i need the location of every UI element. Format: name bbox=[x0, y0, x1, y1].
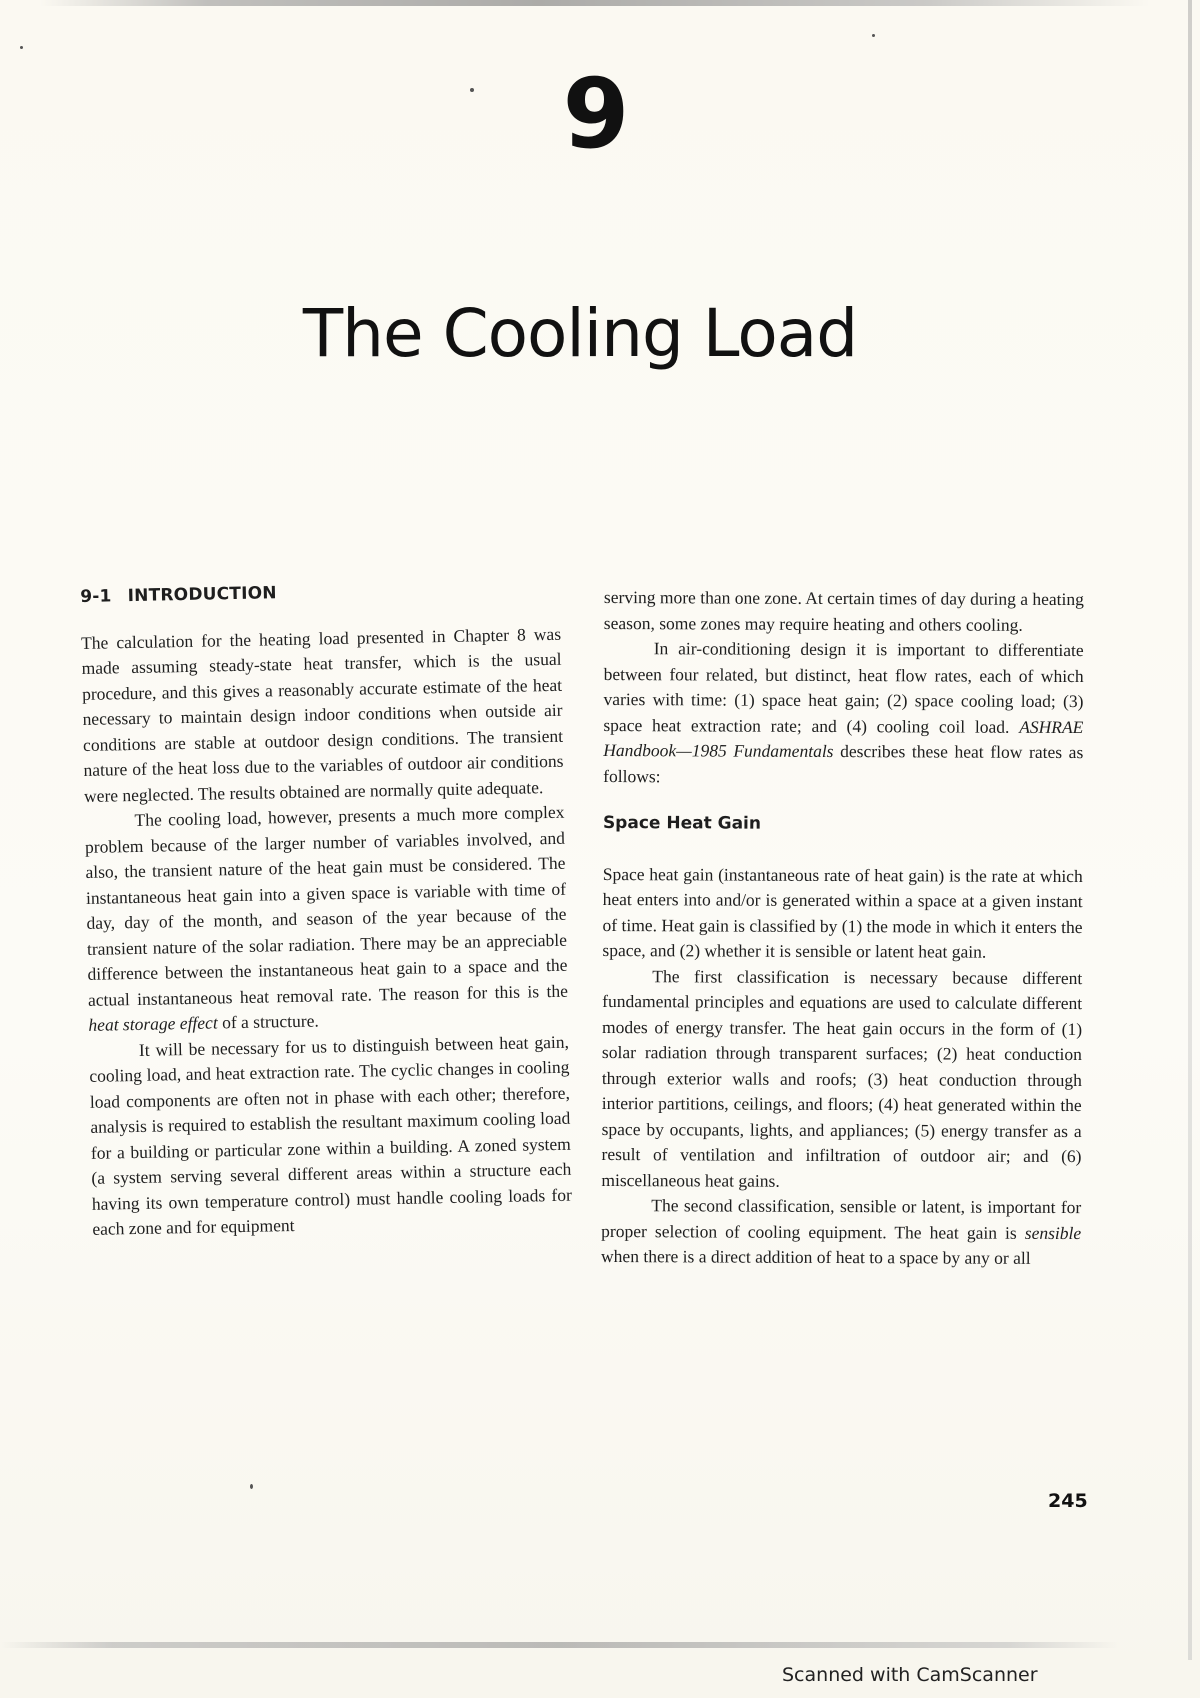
paragraph-text: The second classification, sensible or latent, is important for proper selection of cooling equipment. The heat gain is bbox=[601, 1195, 1082, 1243]
paragraph-text: describes these heat flow rates as follows: bbox=[603, 741, 1084, 786]
paragraph: Space heat gain (instantaneous rate of heat gain) is the rate at which heat enters into and/or is generated within a space at a given instant of time. Heat gain is classified by (1) the mode in which it enters the space, and (2) whether it is sensible or latent heat gain. bbox=[602, 863, 1083, 962]
scan-speck bbox=[470, 88, 474, 92]
scan-right-edge bbox=[1188, 0, 1192, 1660]
section-number: 9-1 bbox=[80, 586, 112, 607]
paragraph bbox=[601, 1193, 1081, 1272]
paragraph bbox=[84, 800, 568, 1039]
page-number: 245 bbox=[1048, 1490, 1088, 1512]
paragraph: The first classification is necessary because different fundamental principles and equations are used to calculate different modes of energy transfer. The heat gain occurs in the form of (1) solar radiation through transparent surfaces; (2) heat conduction through exterior walls and roofs; (3) heat conduction through interior partitions, ceilings, and floors; (4) heat generated within the space by occupants, lights, and appliances; (5) energy transfer as a result of ventilation and infiltration of outdoor air; and (6) miscellaneous heat gains. bbox=[601, 965, 1083, 1191]
chapter-title: The Cooling Load bbox=[302, 295, 858, 372]
chapter-number: 9 bbox=[562, 58, 628, 170]
emphasis-text: heat storage effect bbox=[88, 1012, 218, 1035]
paragraph: It will be necessary for us to distinguish between heat gain, cooling load, and heat extraction rate. The cyclic changes in cooling load components are often not in phase with each other; therefore, analysis is required to establish the resultant maximum cooling load for a building or particular zone within a building. A zoned system (a system serving several different areas within a structure each having its own temperature control) must handle cooling loads for each zone and for equipment bbox=[89, 1031, 572, 1239]
section-heading bbox=[80, 576, 560, 611]
scanner-watermark: Scanned with CamScanner bbox=[782, 1664, 1038, 1686]
scan-speck bbox=[250, 1484, 253, 1489]
scan-bottom-edge bbox=[0, 1642, 1120, 1648]
emphasis-text: sensible bbox=[1024, 1222, 1082, 1243]
left-column bbox=[80, 576, 573, 1243]
paragraph-text: The cooling load, however, presents a much more complex problem because of the larger number of variables involved, and also, the transient nature of the heat gain must be considered. The instantaneous heat gain into a given space is variable with time of day, day of the month, and season of the year because of the transient nature of the solar radiation. There may be an appreciable difference between the instantaneous heat gain to a space and the actual instantaneous heat removal rate. The reason for this is the bbox=[84, 801, 569, 1010]
paragraph-text: when there is a direct addition of heat to a space by any or all bbox=[601, 1245, 1031, 1268]
paragraph-text: In air-conditioning design it is important to differentiate between four related, but distinct, heat flow rates, each of which varies with time: (1) space heat gain; (2) space cooling load; (3) space heat extraction rate; and (4) cooling coil load. bbox=[603, 638, 1084, 737]
paragraph: The calculation for the heating load presented in Chapter 8 was made assuming steady-state heat transfer, which is the usual procedure, and this gives a reasonably accurate estimate of the heat necessary to maintain design indoor conditions when outside air conditions are stable at outdoor design conditions. The transient nature of the heat loss due to the variables of outdoor air conditions were neglected. The results obtained are normally quite adequate. bbox=[80, 623, 564, 806]
emphasis-text: ASHRAE Handbook—1985 Fundamentals bbox=[603, 716, 1084, 762]
scan-top-edge bbox=[40, 0, 1150, 6]
paragraph bbox=[603, 636, 1084, 791]
right-column bbox=[601, 585, 1084, 1272]
section-title: INTRODUCTION bbox=[127, 583, 277, 607]
scan-speck bbox=[872, 34, 875, 37]
subheading: Space Heat Gain bbox=[602, 812, 762, 834]
scan-speck bbox=[20, 46, 23, 49]
paragraph: serving more than one zone. At certain times of day during a heating season, some zones may require heating and others cooling. bbox=[603, 587, 1084, 635]
paragraph-text: of a structure. bbox=[217, 1010, 319, 1033]
